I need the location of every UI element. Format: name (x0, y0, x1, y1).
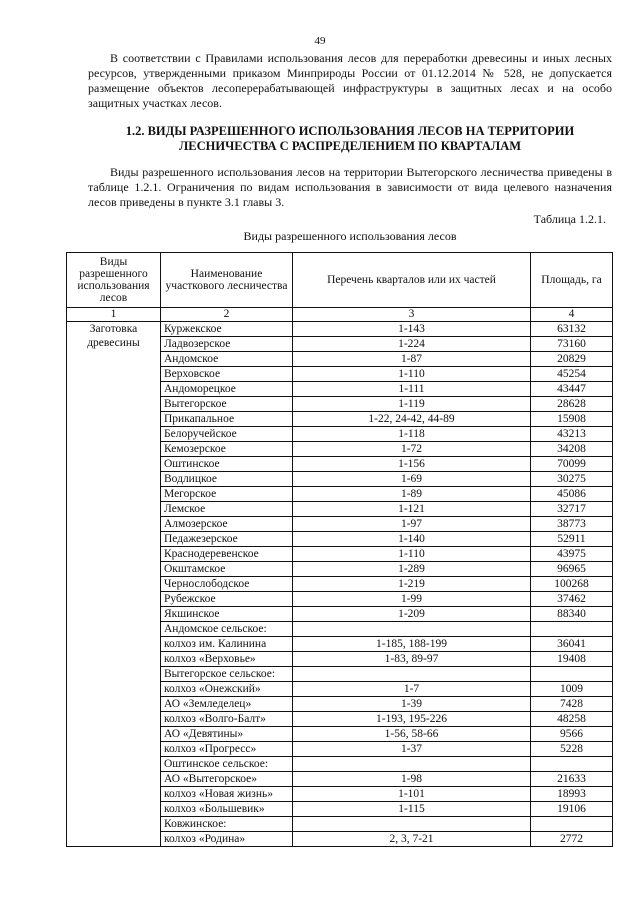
quarters-cell: 1-101 (293, 787, 531, 802)
area-cell: 28628 (531, 397, 613, 412)
area-cell (531, 622, 613, 637)
quarters-cell: 1-111 (293, 382, 531, 397)
forestry-name-cell: Андомское (161, 352, 293, 367)
quarters-cell: 1-56, 58-66 (293, 727, 531, 742)
use-type-cell: Заготовка древесины (67, 322, 161, 847)
header-forestry-name: Наименование участкового лесничества (161, 253, 293, 308)
forestry-name-cell: Лемское (161, 502, 293, 517)
intro-paragraph: В соответствии с Правилами использования лесов для переработки древесины и иных лесных ресурсов, утвержденными приказом Минприроды России от 01.12.2014 № 528, не допускается размещение объектов лесоперерабатывающей инфраструктуры в защитных лесах и на особо защитных участках лесов. (88, 51, 612, 110)
quarters-cell: 1-99 (293, 592, 531, 607)
area-cell: 1009 (531, 682, 613, 697)
column-number: 2 (161, 308, 293, 322)
area-cell: 2772 (531, 832, 613, 847)
forestry-name-cell: АО «Девятины» (161, 727, 293, 742)
quarters-cell: 1-87 (293, 352, 531, 367)
area-cell: 36041 (531, 637, 613, 652)
quarters-cell (293, 622, 531, 637)
area-cell: 96965 (531, 562, 613, 577)
forestry-name-cell: колхоз «Прогресс» (161, 742, 293, 757)
area-cell: 45086 (531, 487, 613, 502)
quarters-cell: 1-121 (293, 502, 531, 517)
forestry-name-cell: Оштинское сельское: (161, 757, 293, 772)
quarters-cell: 1-118 (293, 427, 531, 442)
forestry-name-cell: колхоз «Большевик» (161, 802, 293, 817)
column-number: 3 (293, 308, 531, 322)
quarters-cell: 1-289 (293, 562, 531, 577)
forestry-name-cell: Андомское сельское: (161, 622, 293, 637)
area-cell: 63132 (531, 322, 613, 337)
forestry-name-cell: Вытегорское (161, 397, 293, 412)
header-use-type: Виды разрешенного использования лесов (67, 253, 161, 308)
forestry-name-cell: Ладвозерское (161, 337, 293, 352)
forestry-name-cell: колхоз «Верховье» (161, 652, 293, 667)
forestry-name-cell: Мегорское (161, 487, 293, 502)
quarters-cell: 1-69 (293, 472, 531, 487)
section-paragraph: Виды разрешенного использования лесов на территории Вытегорского лесничества приведены в таблице 1.2.1. Ограничения по видам использования в зависимости от вида целевого назначения лесов приведены в пункте 3.1 главы 3. (88, 165, 612, 209)
forestry-name-cell: Белоручейское (161, 427, 293, 442)
area-cell: 48258 (531, 712, 613, 727)
area-cell: 21633 (531, 772, 613, 787)
area-cell: 52911 (531, 532, 613, 547)
quarters-cell: 1-224 (293, 337, 531, 352)
area-cell: 19408 (531, 652, 613, 667)
forestry-name-cell: АО «Вытегорское» (161, 772, 293, 787)
quarters-cell: 1-115 (293, 802, 531, 817)
forestry-name-cell: колхоз «Онежский» (161, 682, 293, 697)
quarters-cell (293, 667, 531, 682)
quarters-cell: 1-97 (293, 517, 531, 532)
forestry-name-cell: Водлицкое (161, 472, 293, 487)
forestry-name-cell: Алмозерское (161, 517, 293, 532)
area-cell: 5228 (531, 742, 613, 757)
quarters-cell: 2, 3, 7-21 (293, 832, 531, 847)
area-cell: 45254 (531, 367, 613, 382)
quarters-cell: 1-110 (293, 367, 531, 382)
forestry-name-cell: Якшинское (161, 607, 293, 622)
section-title: 1.2. ВИДЫ РАЗРЕШЕННОГО ИСПОЛЬЗОВАНИЯ ЛЕСОВ НА ТЕРРИТОРИИ ЛЕСНИЧЕСТВА С РАСПРЕДЕЛЕНИЕМ ПО КВАРТАЛАМ (125, 124, 575, 153)
area-cell: 15908 (531, 412, 613, 427)
forestry-name-cell: Андоморецкое (161, 382, 293, 397)
quarters-cell: 1-219 (293, 577, 531, 592)
forestry-name-cell: Чернослободское (161, 577, 293, 592)
forestry-name-cell: Краснодеревенское (161, 547, 293, 562)
area-cell (531, 757, 613, 772)
quarters-cell: 1-39 (293, 697, 531, 712)
quarters-cell (293, 757, 531, 772)
forestry-name-cell: Вытегорское сельское: (161, 667, 293, 682)
forestry-name-cell: колхоз «Родина» (161, 832, 293, 847)
area-cell: 70099 (531, 457, 613, 472)
forestry-name-cell: АО «Земледелец» (161, 697, 293, 712)
forestry-name-cell: Окштамское (161, 562, 293, 577)
forestry-name-cell: Верховское (161, 367, 293, 382)
area-cell (531, 667, 613, 682)
forestry-name-cell: колхоз им. Калинина (161, 637, 293, 652)
quarters-cell: 1-185, 188-199 (293, 637, 531, 652)
forestry-name-cell: Прикапальное (161, 412, 293, 427)
table-header-row (67, 253, 613, 308)
quarters-cell: 1-110 (293, 547, 531, 562)
area-cell: 43213 (531, 427, 613, 442)
table-row (67, 322, 613, 337)
quarters-cell (293, 817, 531, 832)
quarters-cell: 1-89 (293, 487, 531, 502)
area-cell: 30275 (531, 472, 613, 487)
column-number: 4 (531, 308, 613, 322)
forest-use-table (66, 252, 613, 847)
header-quarters: Перечень кварталов или их частей (293, 253, 531, 308)
quarters-cell: 1-83, 89-97 (293, 652, 531, 667)
area-cell: 9566 (531, 727, 613, 742)
quarters-cell: 1-140 (293, 532, 531, 547)
forestry-name-cell: Кемозерское (161, 442, 293, 457)
quarters-cell: 1-209 (293, 607, 531, 622)
area-cell: 43975 (531, 547, 613, 562)
forestry-name-cell: Рубежское (161, 592, 293, 607)
quarters-cell: 1-7 (293, 682, 531, 697)
area-cell: 32717 (531, 502, 613, 517)
quarters-cell: 1-72 (293, 442, 531, 457)
forestry-name-cell: Ковжинское: (161, 817, 293, 832)
area-cell: 73160 (531, 337, 613, 352)
quarters-cell: 1-22, 24-42, 44-89 (293, 412, 531, 427)
quarters-cell: 1-37 (293, 742, 531, 757)
quarters-cell: 1-143 (293, 322, 531, 337)
quarters-cell: 1-193, 195-226 (293, 712, 531, 727)
column-number-row (67, 308, 613, 322)
forestry-name-cell: Куржекское (161, 322, 293, 337)
column-number: 1 (67, 308, 161, 322)
forestry-name-cell: Педажезерское (161, 532, 293, 547)
quarters-cell: 1-156 (293, 457, 531, 472)
area-cell: 7428 (531, 697, 613, 712)
area-cell: 34208 (531, 442, 613, 457)
area-cell: 100268 (531, 577, 613, 592)
area-cell: 38773 (531, 517, 613, 532)
area-cell: 20829 (531, 352, 613, 367)
area-cell: 37462 (531, 592, 613, 607)
header-area: Площадь, га (531, 253, 613, 308)
table-number: Таблица 1.2.1. (533, 212, 606, 226)
forestry-name-cell: Оштинское (161, 457, 293, 472)
quarters-cell: 1-119 (293, 397, 531, 412)
area-cell: 18993 (531, 787, 613, 802)
table-caption: Виды разрешенного использования лесов (243, 229, 457, 243)
quarters-cell: 1-98 (293, 772, 531, 787)
area-cell: 43447 (531, 382, 613, 397)
area-cell: 19106 (531, 802, 613, 817)
area-cell (531, 817, 613, 832)
forestry-name-cell: колхоз «Волго-Балт» (161, 712, 293, 727)
page-number: 49 (314, 35, 326, 47)
forestry-name-cell: колхоз «Новая жизнь» (161, 787, 293, 802)
area-cell: 88340 (531, 607, 613, 622)
